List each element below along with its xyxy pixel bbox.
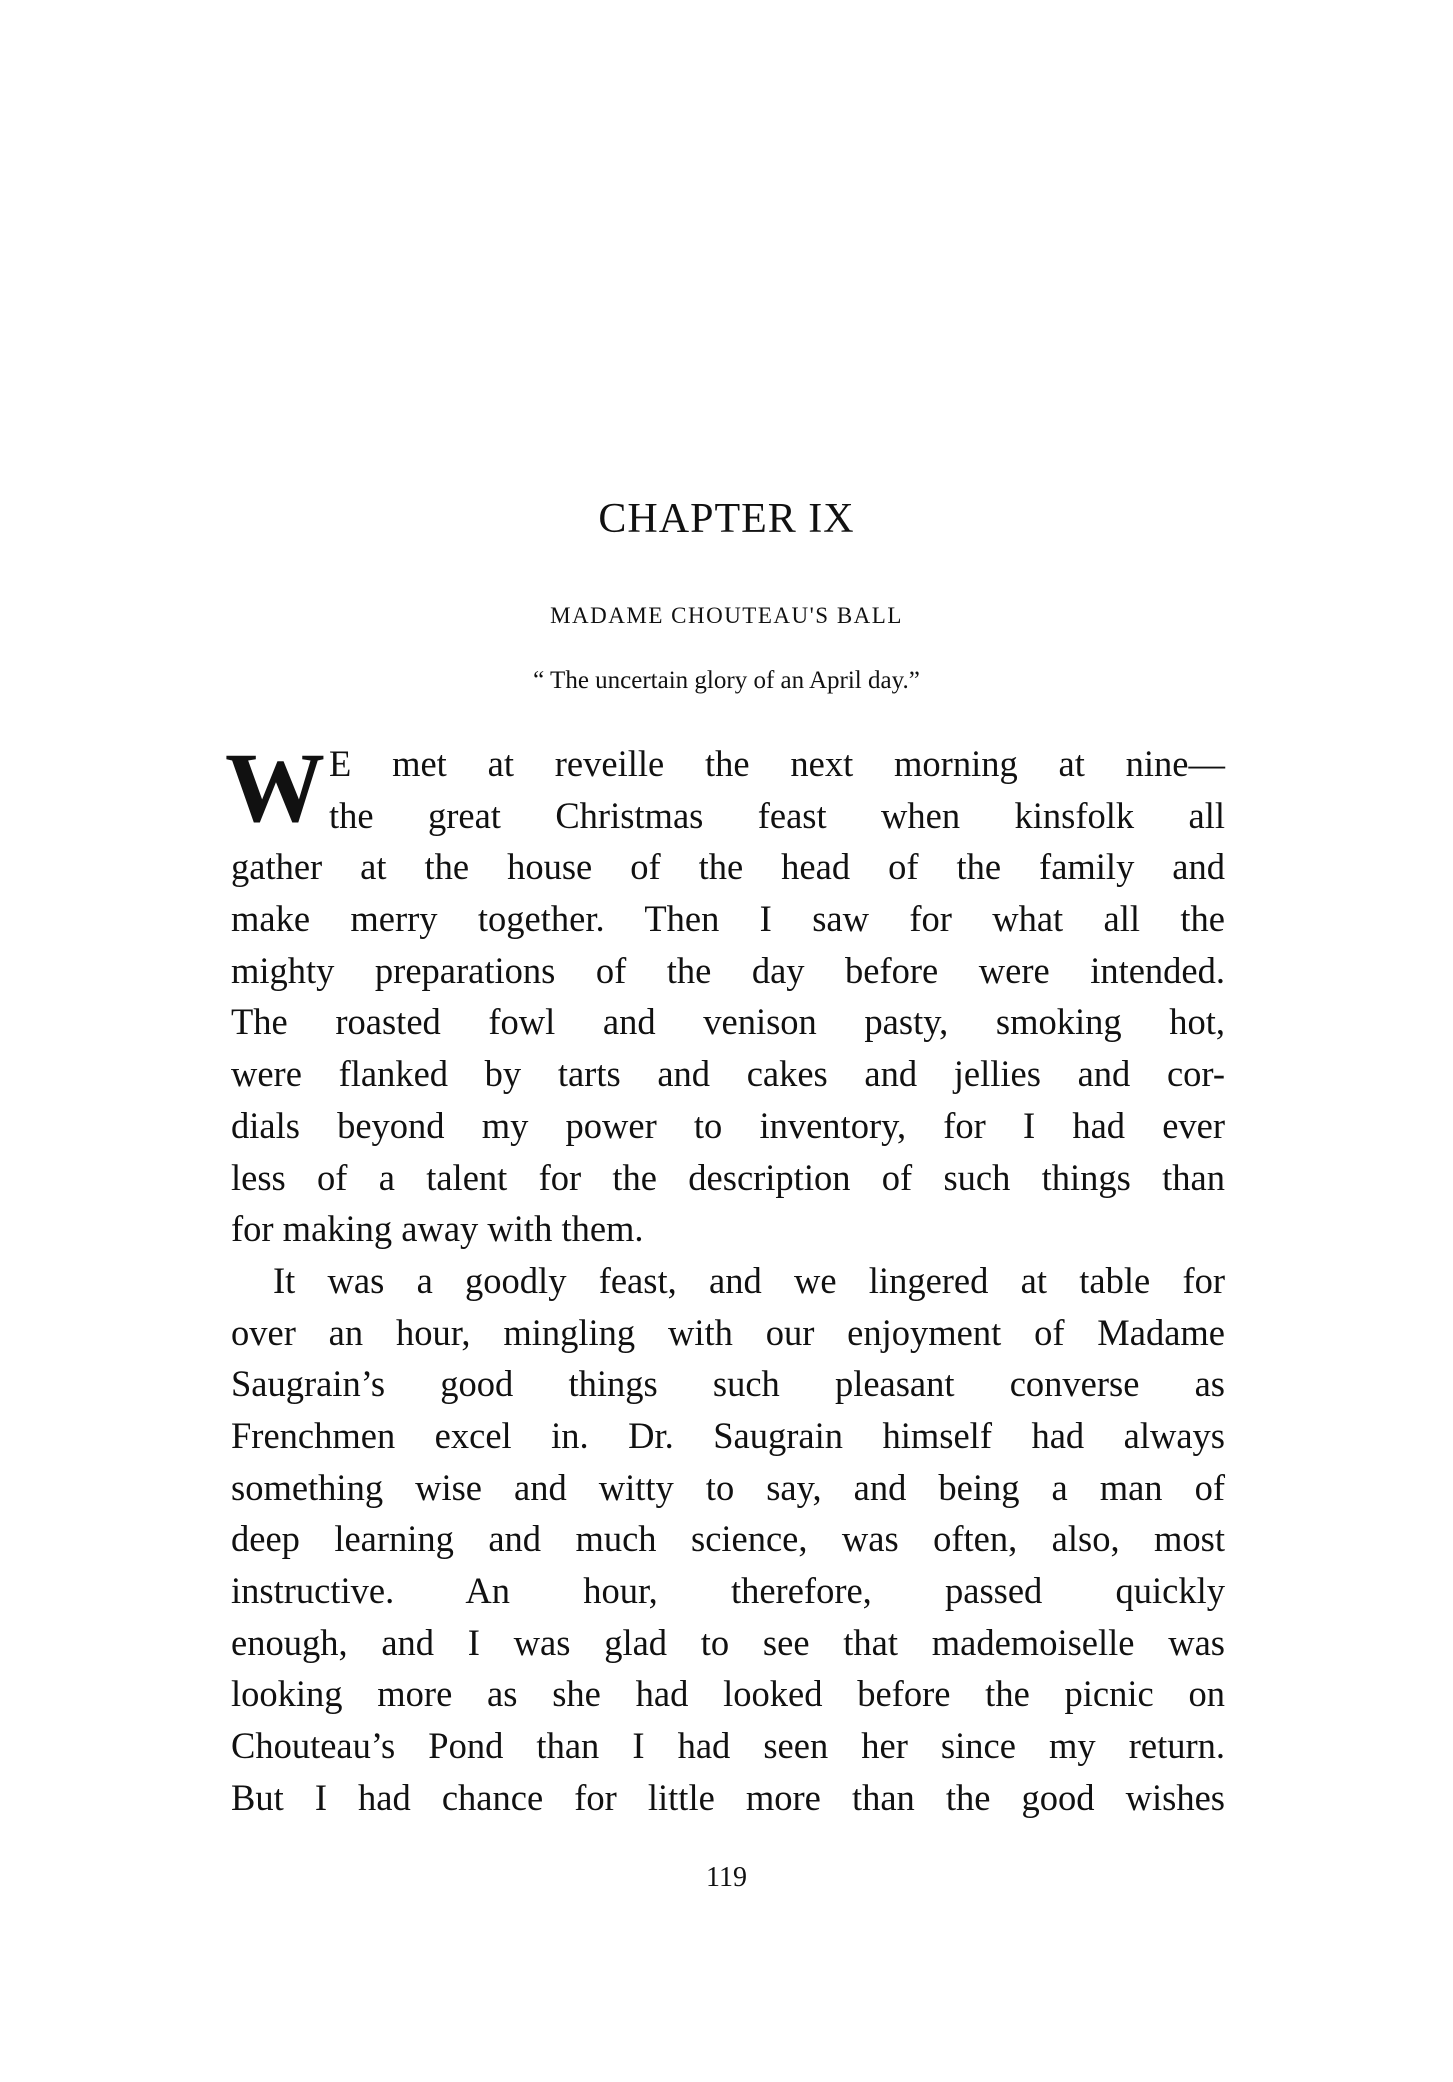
text-line: were flanked by tarts and cakes and jellies and cor- [231, 1053, 1225, 1095]
text-line: over an hour, mingling with our enjoyment of Madame [231, 1311, 1225, 1353]
text-line: gather at the house of the head of the family and [231, 846, 1225, 888]
text-line: enough, and I was glad to see that mademoiselle was [231, 1621, 1225, 1663]
text-line: But I had chance for little more than the good wishes [231, 1776, 1225, 1818]
chapter-subtitle: MADAME CHOUTEAU'S BALL [550, 603, 903, 628]
text-line: Chouteau’s Pond than I had seen her since my return. [231, 1725, 1225, 1767]
text-line: looking more as she had looked before the picnic on [231, 1673, 1225, 1715]
text-line: the great Christmas feast when kinsfolk all [329, 794, 1225, 836]
paragraph [231, 1255, 1225, 1824]
page-number: 119 [706, 1862, 747, 1893]
text-line: less of a talent for the description of such things than [231, 1156, 1225, 1198]
chapter-title: CHAPTER IX [598, 496, 855, 542]
text-line: E met at reveille the next morning at nine— [329, 743, 1225, 784]
text-line: make merry together. Then I saw for what all the [231, 898, 1225, 940]
text-line: Saugrain’s good things such pleasant converse as [231, 1363, 1225, 1405]
drop-cap: W [225, 732, 325, 843]
text-line: instructive. An hour, therefore, passed quickly [231, 1570, 1225, 1611]
text-line: deep learning and much science, was often, also, most [231, 1518, 1225, 1560]
text-line: mighty preparations of the day before were intended. [231, 949, 1225, 991]
body-text [225, 732, 1225, 1823]
text-line: The roasted fowl and venison pasty, smoking hot, [231, 1001, 1225, 1043]
text-line: It was a goodly feast, and we lingered at table for [273, 1259, 1225, 1301]
text-line: dials beyond my power to inventory, for I had ever [231, 1104, 1225, 1146]
text-line: for making away with them. [231, 1208, 644, 1250]
text-line: something wise and witty to say, and being a man of [231, 1466, 1225, 1508]
paragraph [231, 738, 1225, 1255]
epigraph: “ The uncertain glory of an April day.” [533, 667, 920, 694]
text-line: Frenchmen excel in. Dr. Saugrain himself had always [231, 1414, 1225, 1456]
